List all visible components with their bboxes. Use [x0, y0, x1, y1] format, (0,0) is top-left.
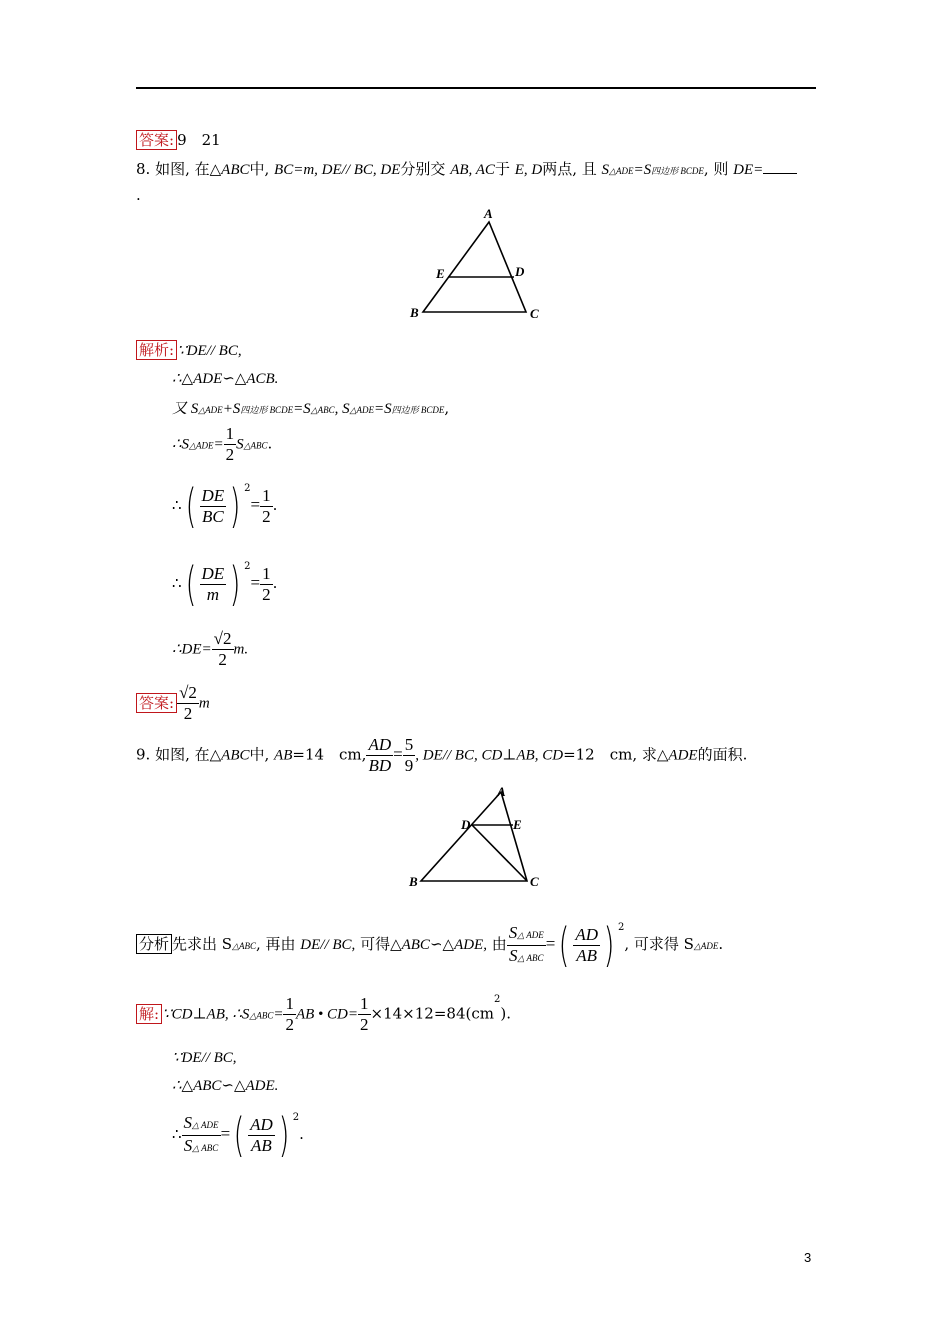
- q8-solution-line6: [172, 557, 278, 611]
- solution-text: ∴: [172, 1125, 182, 1143]
- q8-text: =S: [633, 162, 652, 178]
- analysis-text: .: [718, 935, 724, 953]
- solution-label: 解:: [136, 1004, 162, 1024]
- fraction-text: S: [509, 945, 518, 965]
- q8-text: 如图, 在△: [150, 160, 222, 178]
- solution-subscript: △ABC: [249, 1010, 274, 1021]
- fraction-numerator: AD: [368, 735, 392, 754]
- analysis-text: ADE,: [454, 937, 487, 953]
- fraction: [358, 994, 371, 1035]
- fraction-denominator: AB: [576, 945, 598, 965]
- q8-number: 8.: [136, 160, 151, 178]
- fraction-subscript: △ ADE: [192, 1119, 219, 1130]
- answer-label: 答案:: [136, 693, 177, 713]
- right-paren: ): [229, 557, 241, 611]
- fraction: [260, 564, 273, 605]
- analysis-text: ∽△: [429, 935, 455, 953]
- right-paren: ): [603, 918, 615, 972]
- answer-value: 9 21: [177, 131, 221, 149]
- solution-subscript: 四边形 BCDE: [391, 405, 445, 415]
- solution-subscript: △ABC: [243, 440, 268, 451]
- superscript: 2: [244, 483, 251, 494]
- fraction-numerator: AD: [250, 1114, 273, 1134]
- answer-blank: [763, 159, 797, 174]
- left-paren: (: [558, 918, 570, 972]
- superscript: 2: [292, 1112, 300, 1123]
- q9-text: 中,: [249, 745, 275, 764]
- solution-text: .: [272, 574, 278, 592]
- top-answer: [136, 129, 221, 150]
- solution-text: =: [220, 1124, 231, 1143]
- fraction-text: S: [508, 922, 518, 942]
- q8-answer: [136, 683, 210, 724]
- solution-text: S: [236, 436, 244, 453]
- solution-text: .: [267, 434, 273, 453]
- fraction-text: S: [183, 1135, 193, 1155]
- solution-label: 解析:: [136, 340, 177, 360]
- triangle-abc: [421, 792, 527, 881]
- q9-solution-line4: [172, 1108, 304, 1162]
- solution-text: , S: [334, 401, 350, 417]
- fraction-numerator: 1: [262, 485, 271, 505]
- analysis-text: 先求出 S: [172, 935, 233, 953]
- label-a: A: [484, 206, 493, 221]
- fraction-denominator: AB: [251, 1135, 272, 1155]
- q9-number: 9.: [136, 745, 151, 764]
- q8-text: 中,: [249, 160, 275, 178]
- fraction-denominator: 2: [285, 1015, 294, 1034]
- page-number: 3: [804, 1250, 812, 1265]
- fraction: [403, 735, 416, 776]
- fraction-numerator: DE: [201, 563, 225, 583]
- fraction-subscript: △ ADE: [517, 929, 544, 940]
- label-c: C: [530, 874, 539, 889]
- solution-text: m.: [233, 641, 249, 658]
- analysis-subscript: △ADE: [693, 941, 719, 951]
- q8-statement: [136, 158, 797, 179]
- analysis-text: DE// BC,: [300, 937, 356, 953]
- label-b: B: [410, 305, 419, 320]
- fraction-subscript: △ ABC: [517, 952, 544, 963]
- fraction: [212, 629, 234, 670]
- analysis-text: , 可求得 S: [624, 935, 694, 953]
- fraction-numerator: [182, 1113, 221, 1136]
- label-d: D: [515, 264, 525, 279]
- solution-subscript: △ADE: [198, 405, 223, 415]
- fraction-denominator: 9: [404, 756, 414, 775]
- label-d: D: [461, 817, 471, 832]
- q8-solution-line7: [172, 629, 248, 670]
- q8-tail: .: [136, 186, 141, 204]
- fraction: [283, 994, 296, 1035]
- q9-text: AB: [274, 747, 293, 764]
- fraction-denominator: 2: [225, 445, 235, 464]
- superscript: 2: [617, 922, 625, 933]
- solution-text: ).: [500, 1004, 511, 1023]
- fraction-text: S: [183, 1112, 193, 1132]
- q9-solution-line3: ∴△ABC∽△ADE.: [172, 1078, 279, 1094]
- q8-solution-line4: [172, 424, 272, 465]
- fraction: [573, 925, 600, 966]
- q9-text: 如图, 在△: [150, 745, 222, 764]
- fraction-denominator: 2: [183, 704, 193, 723]
- fraction-numerator: 5: [404, 735, 414, 754]
- solution-text: .: [272, 496, 278, 514]
- solution-subscript: △ADE: [349, 405, 375, 415]
- fraction-denominator: BC: [201, 506, 224, 526]
- q8-solution-line5: [172, 479, 278, 533]
- q9-text: =12 cm, 求△: [563, 745, 669, 764]
- analysis-text: ABC: [401, 937, 430, 953]
- fraction: [248, 1115, 275, 1156]
- fraction-numerator: √2: [213, 629, 232, 648]
- solution-text: AB • CD=: [295, 1006, 359, 1023]
- label-b: B: [409, 874, 418, 889]
- fraction: [200, 486, 227, 527]
- fraction-numerator: 1: [360, 994, 369, 1013]
- solution-subscript: 四边形 BCDE: [240, 405, 294, 415]
- fraction-denominator: 2: [360, 1015, 369, 1034]
- q9-solution-line1: [136, 994, 511, 1035]
- fraction-subscript: △ ABC: [192, 1142, 219, 1153]
- fraction-numerator: √2: [179, 683, 197, 702]
- solution-text: =: [250, 495, 261, 514]
- analysis-label: 分析: [136, 934, 172, 954]
- solution-text: =S: [293, 401, 311, 417]
- q8-text: 分别交: [400, 160, 451, 178]
- q9-solution-line2: ∵DE// BC,: [172, 1050, 237, 1066]
- q8-text: BC=m, DE// BC, DE: [274, 162, 401, 178]
- fraction: [200, 564, 227, 605]
- fraction-numerator: [507, 923, 546, 946]
- superscript: 2: [244, 561, 251, 572]
- right-paren: ): [278, 1108, 290, 1162]
- solution-subscript: △ABC: [310, 405, 335, 415]
- analysis-text: =: [545, 934, 556, 953]
- header-rule: [136, 87, 816, 89]
- q8-text: 于: [494, 160, 515, 178]
- q9-text: 的面积.: [697, 745, 748, 764]
- analysis-text: 可得△: [355, 935, 402, 953]
- fraction-denominator: m: [206, 584, 219, 604]
- q8-figure: [400, 200, 560, 330]
- q8-text: E, D: [514, 162, 543, 178]
- fraction-denominator: 2: [262, 584, 271, 604]
- fraction: [507, 923, 546, 968]
- q9-text: =14 cm,: [292, 745, 367, 764]
- q9-text: , DE// BC, CD⊥AB, CD: [415, 747, 564, 764]
- left-paren: (: [233, 1108, 245, 1162]
- q8-subscript: △ADE: [609, 166, 634, 176]
- fraction: [260, 486, 273, 527]
- label-a: A: [497, 784, 506, 799]
- q9-text: ABC: [221, 747, 250, 764]
- solution-text: =: [273, 1006, 284, 1023]
- solution-text: ∴DE=: [172, 641, 212, 658]
- fraction: [182, 1113, 221, 1158]
- fraction-numerator: 1: [285, 994, 294, 1013]
- label-e: E: [513, 817, 522, 832]
- solution-text: ∴: [172, 574, 182, 592]
- answer-text: m: [198, 695, 210, 712]
- solution-text: =: [250, 573, 261, 592]
- q9-analysis: [136, 918, 724, 972]
- q8-subscript: 四边形 BCDE: [651, 166, 704, 176]
- q8-text: S: [601, 162, 610, 178]
- fraction-denominator: BD: [368, 756, 392, 775]
- solution-text: ∴: [172, 496, 182, 514]
- solution-text: +S: [222, 401, 241, 417]
- solution-subscript: △ADE: [189, 440, 214, 451]
- solution-text: ∵CD⊥AB, ∴S: [162, 1006, 250, 1023]
- solution-text: ×14×12=84(cm: [370, 1004, 494, 1023]
- q8-text: ABC: [221, 162, 250, 178]
- fraction: [224, 424, 237, 465]
- q8-text: DE=: [733, 162, 764, 178]
- q8-text: 两点, 且: [542, 160, 602, 178]
- analysis-text: 由: [486, 935, 507, 953]
- q9-text: =: [393, 744, 403, 764]
- q8-solution-line2: ∴△ADE∽△ACB.: [172, 371, 279, 387]
- left-paren: (: [185, 479, 196, 533]
- q9-text: ADE: [668, 747, 698, 764]
- fraction-numerator: 1: [225, 424, 235, 443]
- q9-figure: [400, 780, 560, 895]
- fraction-numerator: DE: [201, 485, 225, 505]
- analysis-text: , 再由: [255, 935, 301, 953]
- q8-solution-line3: [172, 397, 449, 418]
- q8-text: AB, AC: [450, 162, 495, 178]
- q8-solution-line1: [136, 341, 242, 360]
- superscript: 2: [493, 994, 501, 1005]
- analysis-subscript: △ABC: [232, 941, 256, 951]
- fraction: [177, 683, 199, 724]
- fraction: [366, 735, 393, 776]
- left-paren: (: [185, 557, 196, 611]
- fraction-denominator: 2: [262, 506, 271, 526]
- solution-text: =S: [374, 401, 392, 417]
- q9-statement: [136, 735, 747, 776]
- solution-text: .: [299, 1125, 304, 1143]
- fraction-denominator: [507, 946, 546, 968]
- label-c: C: [530, 306, 539, 321]
- fraction-denominator: [182, 1136, 221, 1158]
- solution-text: 又 S: [172, 401, 199, 417]
- label-e: E: [436, 266, 445, 281]
- right-paren: ): [229, 479, 241, 533]
- answer-label: 答案:: [136, 130, 177, 150]
- solution-text: ∵DE// BC,: [177, 343, 242, 359]
- solution-text: ∴S: [172, 436, 190, 453]
- solution-text: ,: [444, 399, 450, 417]
- fraction-denominator: 2: [218, 650, 227, 669]
- fraction-numerator: 1: [262, 563, 271, 583]
- q8-text: , 则: [703, 160, 734, 178]
- solution-text: =: [213, 436, 224, 453]
- fraction-numerator: AD: [575, 924, 598, 944]
